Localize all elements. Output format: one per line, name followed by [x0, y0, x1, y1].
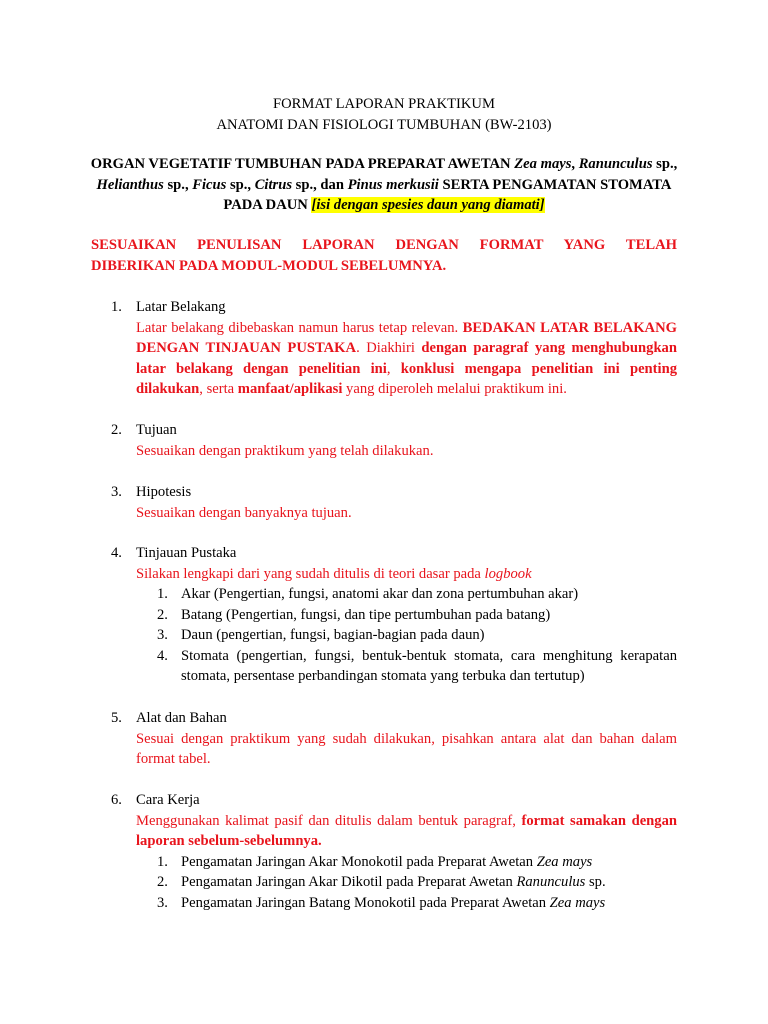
section-number: 1. [111, 299, 122, 315]
list-item-text: Stomata (pengertian, fungsi, bentuk-bentuk stomata, cara menghitung kerapatan stomata, persentase perbandingan stomata yang terbuka dan tertutup) [181, 647, 677, 685]
species-zea-mays: Zea mays [514, 156, 572, 172]
section-number: 4. [111, 545, 122, 561]
species-helianthus: Helianthus [96, 176, 164, 193]
species-ficus: Ficus [192, 176, 227, 193]
list-item-text: Batang (Pengertian, fungsi, dan tipe pertumbuhan pada batang) [181, 606, 551, 623]
species-name: Ranunculus [516, 874, 586, 891]
species-name: Zea mays [549, 894, 606, 911]
list-item-text [181, 872, 677, 893]
list-item-number: 4. [157, 647, 168, 664]
section-description: Sesuaikan dengan banyaknya tujuan. [136, 504, 352, 521]
list-item-text-part: Pengamatan Jaringan Akar Monokotil pada Preparat Awetan [181, 853, 537, 870]
title-text: sp., [652, 156, 678, 172]
title-text: sp., [226, 176, 255, 193]
header-line-1: FORMAT LAPORAN PRAKTIKUM [273, 96, 495, 112]
section-title: Tujuan [136, 422, 177, 438]
list-item-text [181, 852, 677, 873]
highlighted-placeholder: [isi dengan spesies daun yang diamati] [311, 197, 545, 214]
body-text: yang diperoleh melalui praktikum ini. [342, 381, 567, 398]
list-item-number: 1. [157, 853, 168, 870]
species-name: Zea mays [536, 853, 593, 870]
list-item-number: 3. [157, 627, 168, 644]
list-item-number: 2. [157, 606, 168, 623]
list-item-text-part: Pengamatan Jaringan Akar Dikotil pada Preparat Awetan [181, 874, 517, 891]
section-title: Latar Belakang [136, 299, 226, 315]
title-text: SERTA PENGAMATAN STOMATA PADA DAUN [223, 176, 672, 214]
report-title [80, 154, 688, 216]
species-ranunculus: Ranunculus [578, 156, 653, 172]
title-text: ORGAN VEGETATIF TUMBUHAN PADA PREPARAT AWETAN [90, 156, 515, 172]
instruction-line-2: DIBERIKAN PADA MODUL-MODUL SEBELUMNYA. [91, 257, 447, 274]
body-text: , serta [199, 381, 238, 398]
document-header [0, 94, 768, 135]
section-description [136, 811, 677, 852]
list-item-suffix: sp. [585, 874, 606, 891]
body-italic-text: logbook [484, 565, 532, 582]
section-number: 3. [111, 484, 122, 500]
body-text: . Diakhiri [356, 340, 422, 357]
body-bold-text: format samakan dengan laporan sebelum-sebelumnya. [136, 812, 677, 850]
body-bold-text: manfaat/aplikasi [237, 381, 343, 398]
section-description [136, 318, 677, 400]
species-citrus: Citrus [254, 176, 293, 193]
title-text: , [571, 156, 579, 172]
body-text: Latar belakang dibebaskan namun harus tetap relevan. [136, 319, 463, 336]
section-title: Alat dan Bahan [136, 710, 227, 726]
section-description: Sesuai dengan praktikum yang sudah dilakukan, pisahkan antara alat dan bahan dalam format tabel. [136, 730, 677, 768]
body-text: Silakan lengkapi dari yang sudah ditulis di teori dasar pada [136, 565, 485, 582]
section-description: Sesuaikan dengan praktikum yang telah dilakukan. [136, 442, 434, 459]
list-item-text [181, 893, 677, 914]
instruction-line-1: SESUAIKAN PENULISAN LAPORAN DENGAN FORMAT YANG TELAH [91, 237, 677, 253]
list-item-number: 1. [157, 586, 168, 602]
section-title: Tinjauan Pustaka [136, 545, 237, 561]
format-instruction [91, 235, 677, 276]
section-number: 5. [111, 710, 122, 726]
section-number: 6. [111, 792, 122, 808]
body-text: Menggunakan kalimat pasif dan ditulis dalam bentuk paragraf, [136, 812, 522, 829]
body-bold-text: BEDAKAN LATAR BELAKANG DENGAN TINJAUAN PUSTAKA [136, 319, 677, 357]
list-item-text: Daun (pengertian, fungsi, bagian-bagian pada daun) [181, 627, 485, 644]
list-item-text-part: Pengamatan Jaringan Batang Monokotil pada Preparat Awetan [181, 894, 550, 911]
list-item-text: Akar (Pengertian, fungsi, anatomi akar dan zona pertumbuhan akar) [181, 586, 579, 602]
title-text: sp., [163, 176, 193, 193]
header-line-2: ANATOMI DAN FISIOLOGI TUMBUHAN (BW-2103) [216, 116, 552, 133]
body-bold-text: konklusi mengapa penelitian ini penting dilakukan [136, 360, 678, 398]
body-bold-text: dengan paragraf yang menghubungkan latar belakang dengan penelitian ini [136, 340, 677, 377]
list-item-number: 3. [157, 894, 168, 911]
list-item-number: 2. [157, 874, 168, 891]
section-title: Hipotesis [136, 484, 192, 500]
body-text: , [386, 360, 401, 377]
section-description [136, 564, 677, 585]
title-text: sp., dan [292, 176, 348, 193]
section-number: 2. [111, 422, 122, 438]
species-pinus-merkusii: Pinus merkusii [347, 176, 439, 193]
section-title: Cara Kerja [136, 792, 200, 808]
